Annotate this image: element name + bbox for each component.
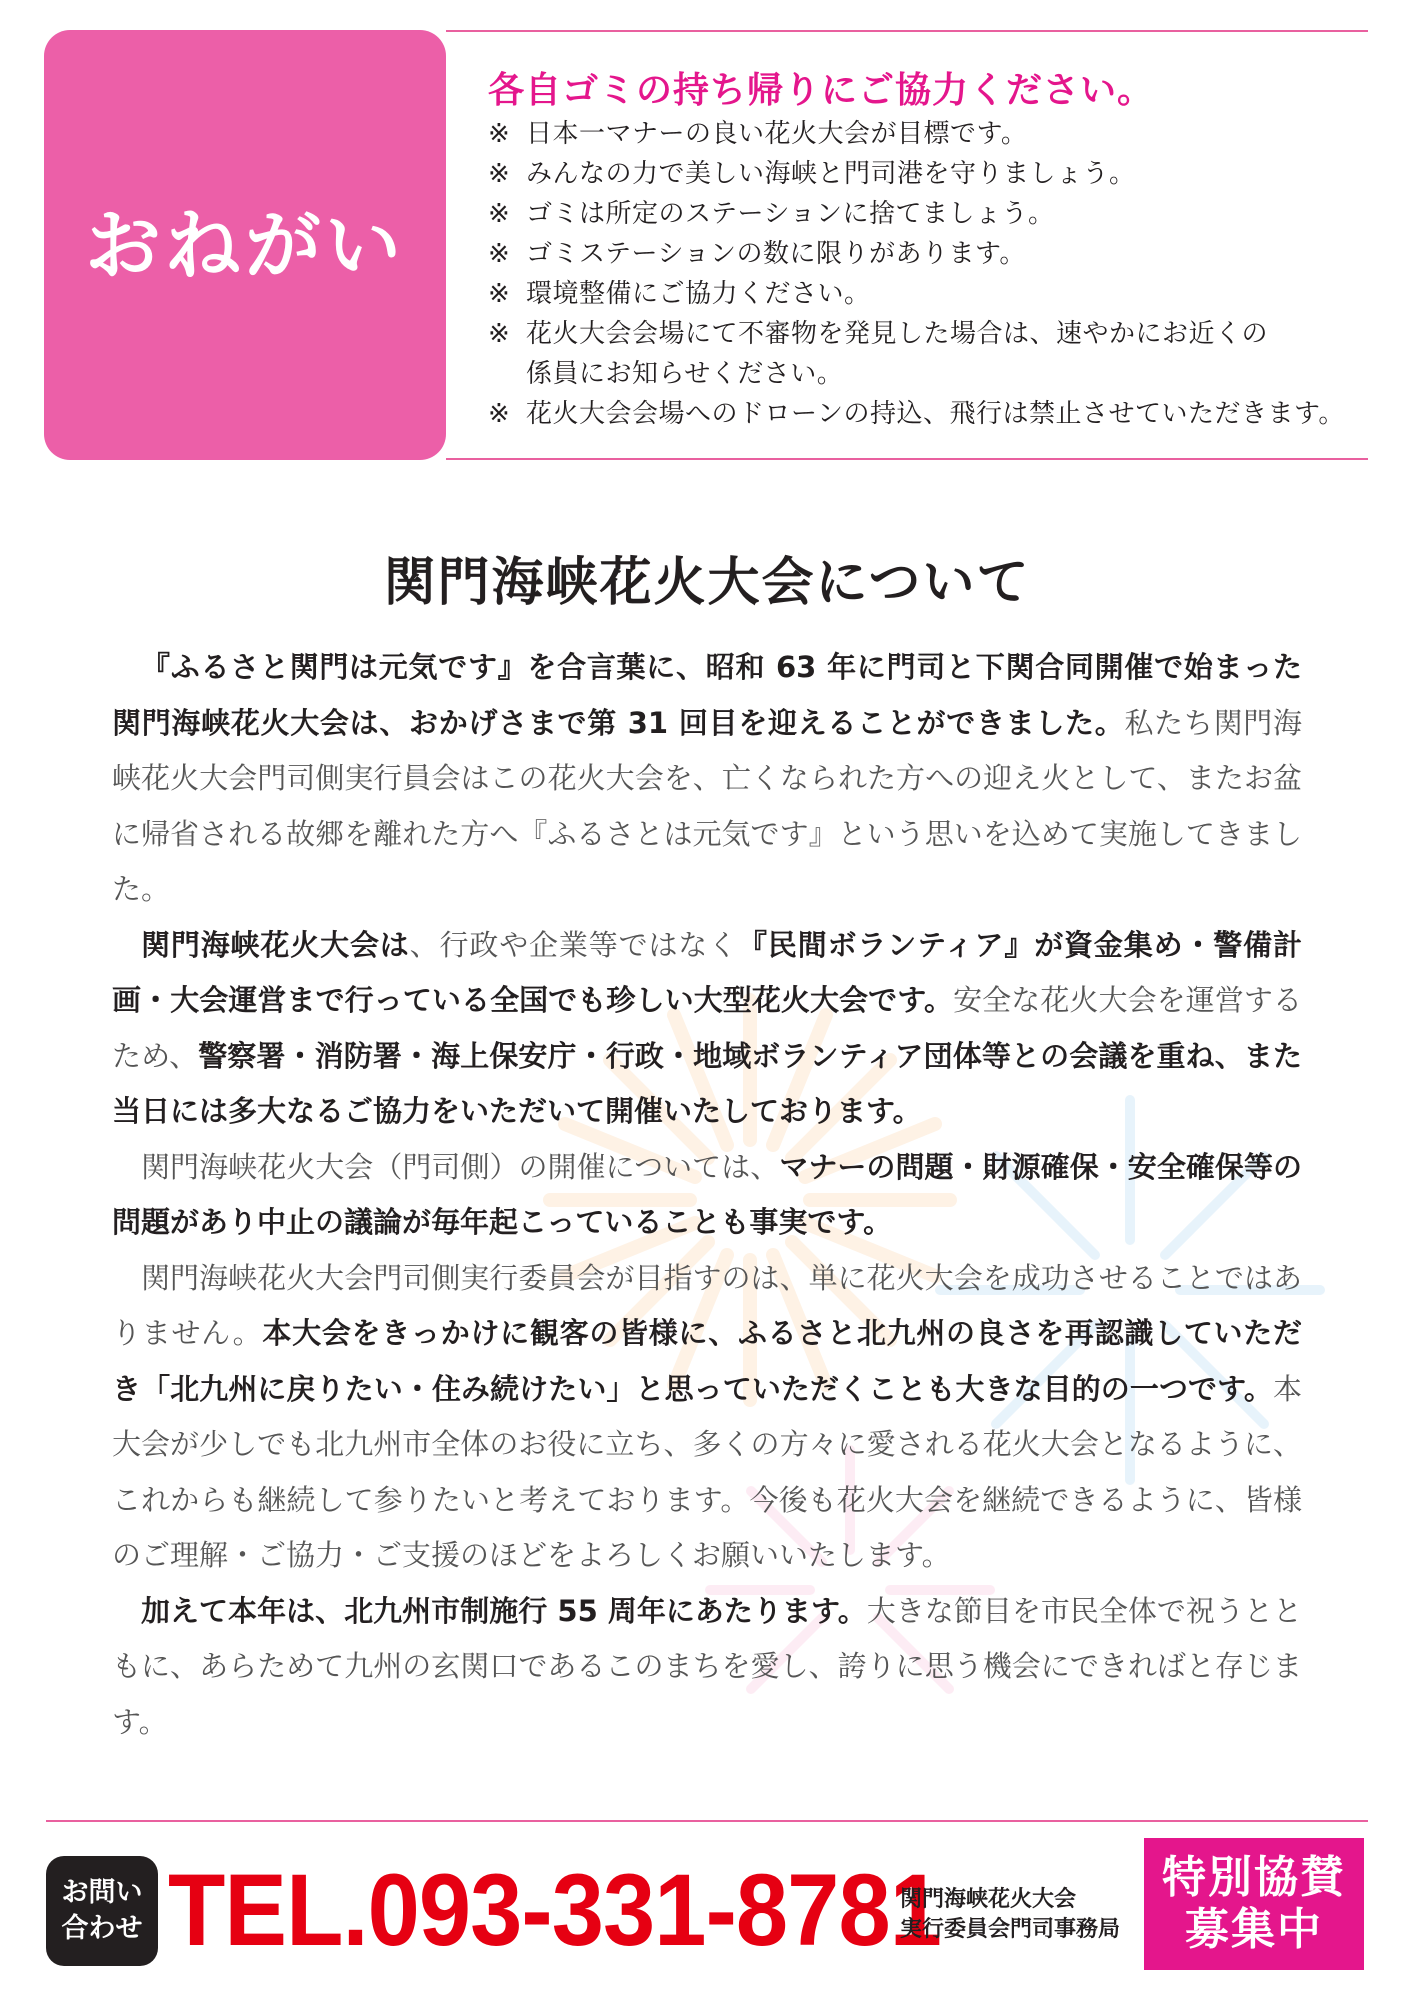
emphasis-text: 加えて本年は、北九州市制施行 55 周年にあたります。 [141, 1593, 867, 1628]
note-mark: ※ [488, 279, 511, 309]
note-mark: ※ [488, 119, 511, 149]
notice-item [488, 114, 1345, 154]
request-box [44, 30, 446, 460]
notice-item [488, 354, 1345, 394]
notice-text: 花火大会会場にて不審物を発見した場合は、速やかにお近くの [526, 319, 1269, 349]
body-text: 、行政や企業等ではなく [409, 927, 739, 962]
notice-item [488, 314, 1345, 354]
phone-number[interactable]: TEL.093-331-8781 [168, 1853, 941, 1967]
emphasis-text: 『民間ボランティア』が資金集め・警備計画・大会運営まで行っている全国でも珍しい大型花火大会です。 [112, 927, 1302, 1017]
emphasis-text: マナーの問題・財源確保・安全確保等の問題があり中止の議論が毎年起こっていることも事実です。 [112, 1149, 1302, 1239]
footer-rule [46, 1820, 1368, 1822]
contact-label-line1: お問い [61, 1877, 143, 1908]
notice-text: 係員にお知らせください。 [526, 359, 844, 389]
office-line1: 関門海峡花火大会 [900, 1887, 1077, 1912]
notice-item [488, 154, 1345, 194]
emphasis-text: 警察署・消防署・海上保安庁・行政・地域ボランティア団体等との会議を重ね、また当日には多大なるご協力をいただいて開催いたしております。 [112, 1038, 1303, 1128]
contact-badge [46, 1856, 158, 1966]
note-mark: ※ [488, 199, 511, 229]
about-paragraph-5 [112, 1584, 1302, 1751]
contact-label-line2: 合わせ [61, 1913, 143, 1944]
emphasis-text: 本大会をきっかけに観客の皆様に、ふるさと北九州の良さを再認識していただき「北九州に戻りたい・住み続けたい」と思っていただくことも大きな目的の一つです。 [112, 1316, 1302, 1406]
notice-list [488, 114, 1345, 434]
notice-text: 環境整備にご協力ください。 [526, 279, 871, 309]
notice-item [488, 234, 1345, 274]
body-text: 関門海峡花火大会門司側実行委員会が目指すのは、単に花火大会を成功させることではありません。 [112, 1260, 1302, 1350]
body-text: 本大会が少しでも北九州市全体のお役に立ち、多くの方々に愛される花火大会となるように、これからも継続して参りたいと考えております。今後も花火大会を継続できるように、皆様のご理解・ご協力・ご支援のほどをよろしくお願いいたします。 [112, 1371, 1302, 1572]
notice-text: ゴミは所定のステーションに捨てましょう。 [526, 199, 1055, 229]
about-paragraph-3 [112, 1140, 1302, 1251]
notice-item [488, 194, 1345, 234]
office-name [900, 1885, 1120, 1945]
about-body [112, 640, 1302, 1750]
notice-text: 花火大会会場へのドローンの持込、飛行は禁止させていただきます。 [526, 399, 1345, 429]
notice-item [488, 274, 1345, 314]
note-mark: ※ [488, 319, 511, 349]
about-paragraph-2 [112, 918, 1302, 1140]
top-rule [446, 30, 1368, 32]
notice-text: みんなの力で美しい海峡と門司港を守りましょう。 [526, 159, 1136, 189]
sponsor-line2: 募集中 [1185, 1904, 1323, 1955]
notice-item [488, 394, 1345, 434]
sponsor-badge [1144, 1838, 1364, 1970]
about-title: 関門海峡花火大会について [383, 553, 1031, 613]
notice-heading: 各自ゴミの持ち帰りにご協力ください。 [488, 70, 1155, 111]
emphasis-text: 関門海峡花火大会は [141, 927, 410, 962]
emphasis-text: 『ふるさと関門は元気です』を合言葉に、昭和 63 年に門司と下関合同開催で始まった関門海峡花火大会は、おかげさまで第 31 回目を迎えることができました。 [112, 650, 1302, 740]
note-mark: ※ [488, 239, 511, 269]
notice-text: 日本一マナーの良い花火大会が目標です。 [526, 119, 1028, 149]
notice-text: ゴミステーションの数に限りがあります。 [526, 239, 1026, 269]
body-text: 私たち関門海峡花火大会門司側実行員会はこの花火大会を、亡くなられた方への迎え火として、またお盆に帰省される故郷を離れた方へ『ふるさとは元気です』という思いを込めて実施してきました。 [112, 705, 1302, 906]
sponsor-line1: 特別協賛 [1162, 1852, 1346, 1903]
about-paragraph-1 [112, 640, 1302, 918]
note-mark: ※ [488, 159, 511, 189]
note-mark: ※ [488, 399, 511, 429]
about-paragraph-4 [112, 1251, 1302, 1584]
body-text: 大きな節目を市民全体で祝うとともに、あらためて九州の玄関口であるこのまちを愛し、誇りに思う機会にできればと存じます。 [112, 1593, 1302, 1739]
body-text: 安全な花火大会を運営するため、 [112, 983, 1302, 1073]
body-text: 関門海峡花火大会（門司側）の開催については、 [141, 1149, 780, 1184]
mid-rule [446, 458, 1368, 460]
request-title: おねがい [85, 201, 405, 290]
office-line2: 実行委員会門司事務局 [900, 1917, 1121, 1942]
